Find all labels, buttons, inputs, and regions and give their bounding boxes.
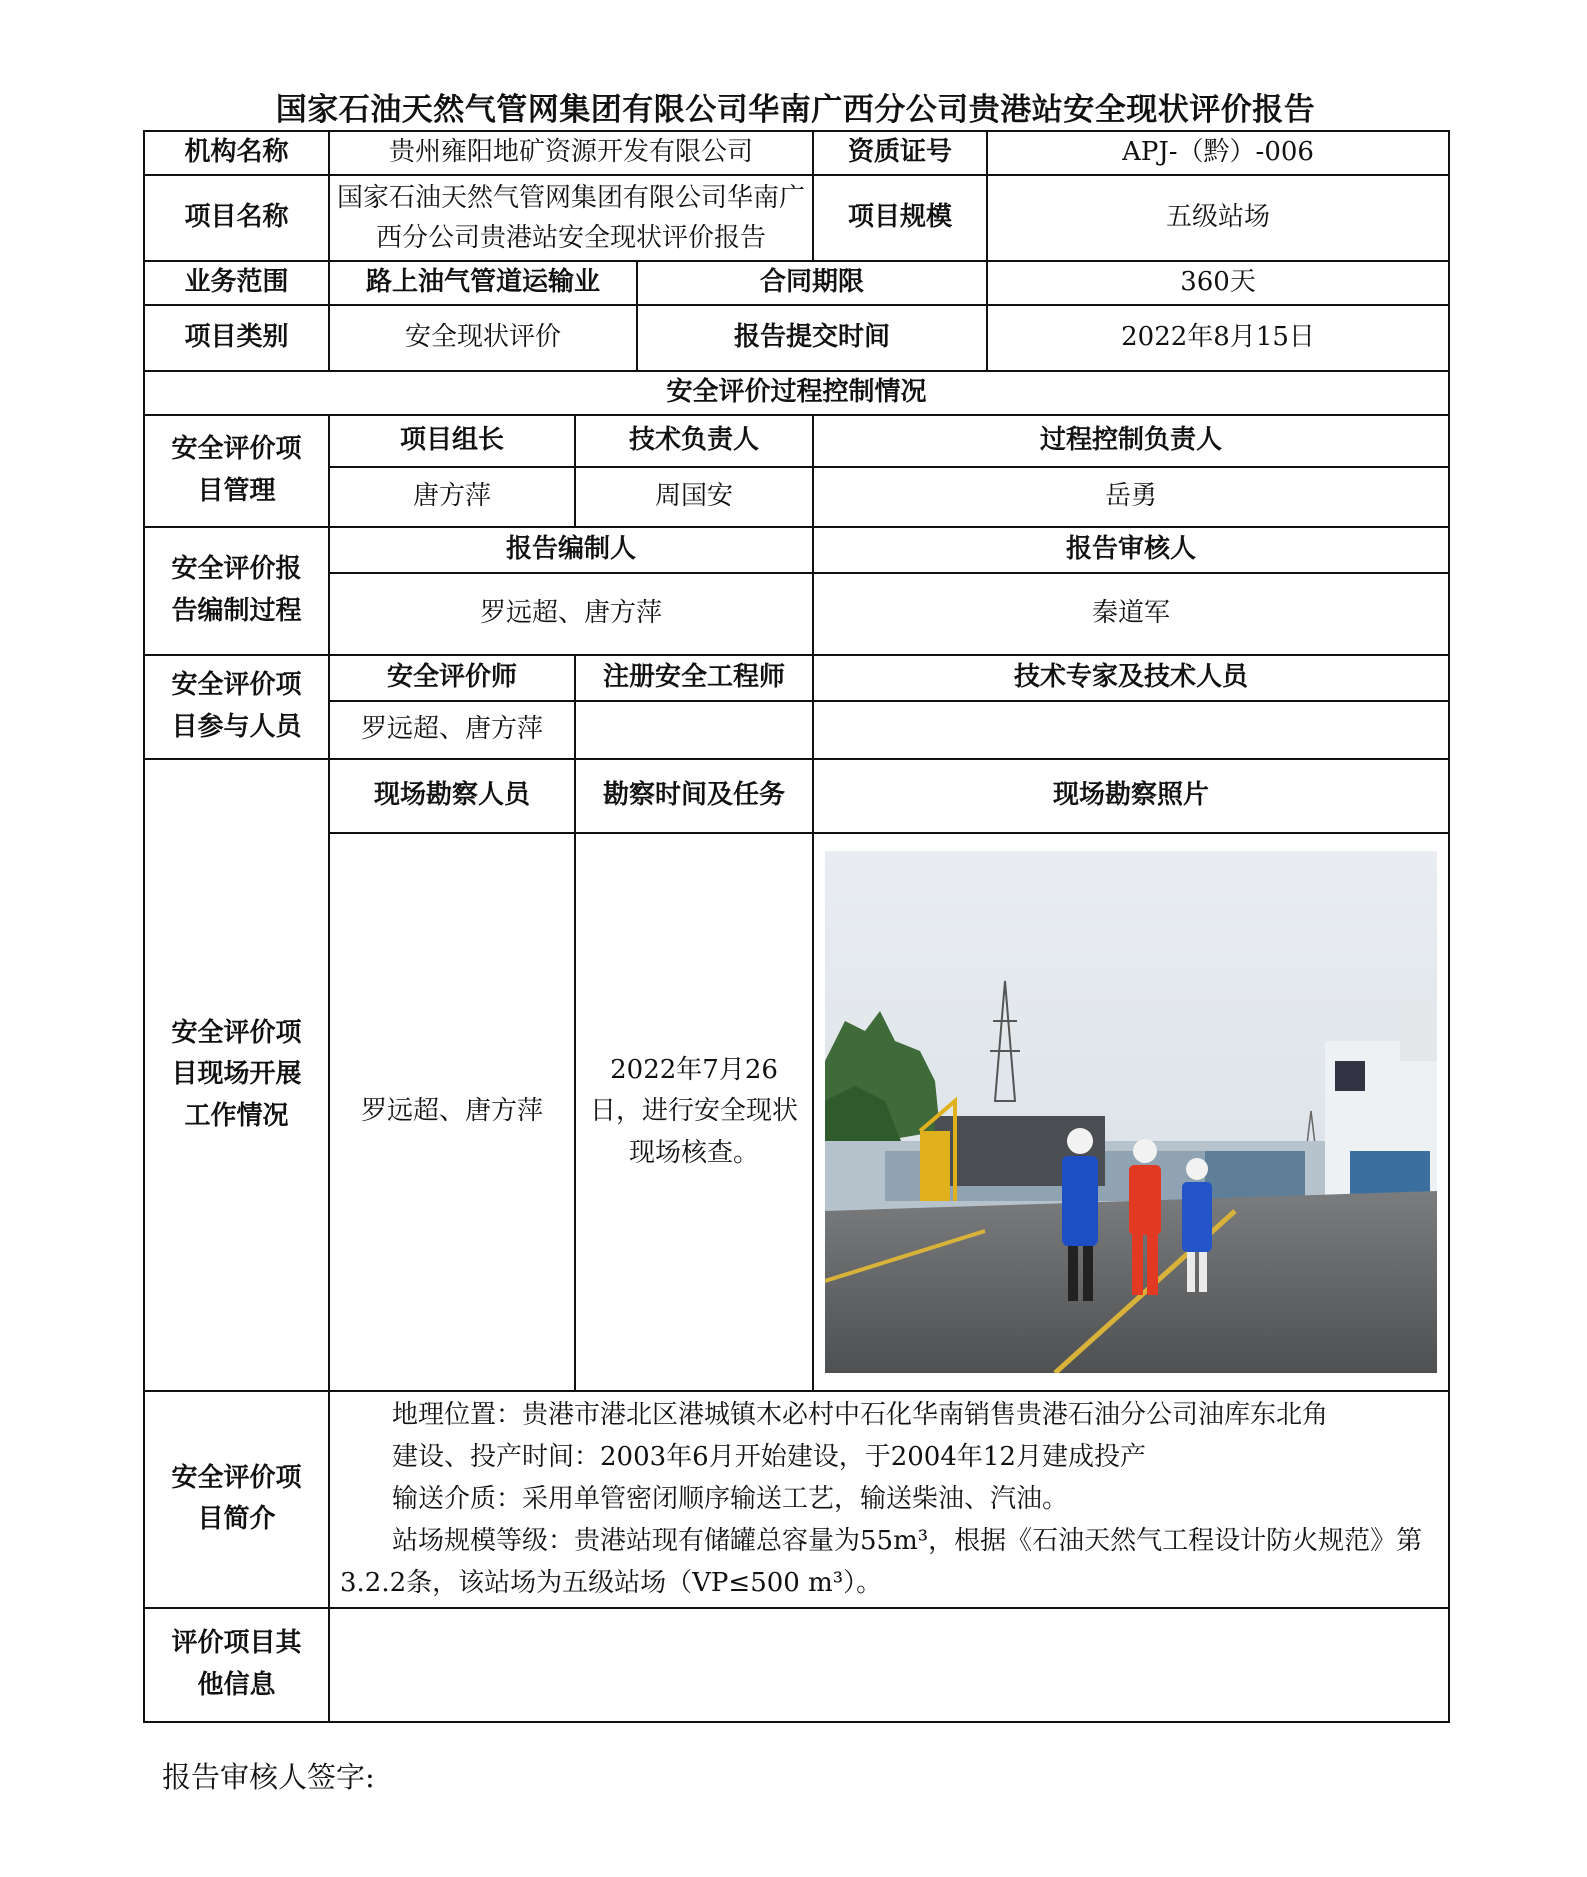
compile-label: 安全评价报告编制过程 bbox=[144, 527, 329, 655]
other-value bbox=[329, 1608, 1449, 1722]
row-project bbox=[144, 175, 1449, 261]
management-head-leader: 项目组长 bbox=[329, 415, 575, 467]
report-table bbox=[143, 130, 1450, 1723]
submit-time-value: 2022年8月15日 bbox=[987, 305, 1449, 371]
management-head-control: 过程控制负责人 bbox=[813, 415, 1449, 467]
site-head-time: 勘察时间及任务 bbox=[575, 759, 813, 833]
org-value: 贵州雍阳地矿资源开发有限公司 bbox=[329, 131, 813, 175]
row-site-head bbox=[144, 759, 1449, 833]
participants-engineer bbox=[575, 701, 813, 759]
participants-head-engineer: 注册安全工程师 bbox=[575, 655, 813, 701]
site-time-task: 2022年7月26日，进行安全现状现场核查。 bbox=[575, 833, 813, 1391]
contract-period-label: 合同期限 bbox=[637, 261, 987, 305]
row-org bbox=[144, 131, 1449, 175]
signature-label: 报告审核人签字: bbox=[162, 1760, 375, 1794]
intro-line-location: 地理位置：贵港市港北区港城镇木必村中石化华南销售贵港石油分公司油库东北角 bbox=[392, 1400, 1329, 1430]
row-site-values bbox=[144, 833, 1449, 1391]
project-name-value: 国家石油天然气管网集团有限公司华南广西分公司贵港站安全现状评价报告 bbox=[329, 175, 813, 261]
cert-value: APJ-（黔）-006 bbox=[987, 131, 1449, 175]
site-survey-photo bbox=[825, 851, 1437, 1373]
compile-reviewer: 秦道军 bbox=[813, 573, 1449, 655]
contract-period-value: 360天 bbox=[987, 261, 1449, 305]
row-management-values bbox=[144, 467, 1449, 527]
org-label: 机构名称 bbox=[144, 131, 329, 175]
row-participants-head bbox=[144, 655, 1449, 701]
management-leader: 唐方萍 bbox=[329, 467, 575, 527]
management-control: 岳勇 bbox=[813, 467, 1449, 527]
management-label: 安全评价项目管理 bbox=[144, 415, 329, 527]
business-scope-label: 业务范围 bbox=[144, 261, 329, 305]
row-compile-head bbox=[144, 527, 1449, 573]
intro-label: 安全评价项目简介 bbox=[144, 1391, 329, 1608]
intro-line-scale: 站场规模等级：贵港站现有储罐总容量为55m³，根据《石油天然气工程设计防火规范》第3.2.2条，该站场为五级站场（VP≤500 m³）。 bbox=[340, 1526, 1423, 1599]
cert-label: 资质证号 bbox=[813, 131, 987, 175]
project-scale-value: 五级站场 bbox=[987, 175, 1449, 261]
row-participants-values bbox=[144, 701, 1449, 759]
site-photo-cell bbox=[813, 833, 1449, 1391]
project-name-label: 项目名称 bbox=[144, 175, 329, 261]
row-compile-values bbox=[144, 573, 1449, 655]
management-tech: 周国安 bbox=[575, 467, 813, 527]
site-head-surveyors: 现场勘察人员 bbox=[329, 759, 575, 833]
process-header: 安全评价过程控制情况 bbox=[144, 371, 1449, 415]
row-type bbox=[144, 305, 1449, 371]
site-head-photo: 现场勘察照片 bbox=[813, 759, 1449, 833]
business-scope-value: 路上油气管道运输业 bbox=[329, 261, 637, 305]
row-other bbox=[144, 1608, 1449, 1722]
participants-label: 安全评价项目参与人员 bbox=[144, 655, 329, 759]
management-head-tech: 技术负责人 bbox=[575, 415, 813, 467]
participants-head-evaluator: 安全评价师 bbox=[329, 655, 575, 701]
participants-evaluator: 罗远超、唐方萍 bbox=[329, 701, 575, 759]
compile-head-reviewer: 报告审核人 bbox=[813, 527, 1449, 573]
other-label: 评价项目其他信息 bbox=[144, 1608, 329, 1722]
participants-head-experts: 技术专家及技术人员 bbox=[813, 655, 1449, 701]
row-management-head bbox=[144, 415, 1449, 467]
report-title: 国家石油天然气管网集团有限公司华南广西分公司贵港站安全现状评价报告 bbox=[275, 92, 1316, 128]
project-type-label: 项目类别 bbox=[144, 305, 329, 371]
compile-head-author: 报告编制人 bbox=[329, 527, 813, 573]
site-work-label: 安全评价项目现场开展工作情况 bbox=[144, 759, 329, 1391]
site-surveyors: 罗远超、唐方萍 bbox=[329, 833, 575, 1391]
project-type-value: 安全现状评价 bbox=[329, 305, 637, 371]
intro-line-construction: 建设、投产时间：2003年6月开始建设，于2004年12月建成投产 bbox=[392, 1442, 1146, 1473]
intro-content bbox=[329, 1391, 1449, 1608]
row-business bbox=[144, 261, 1449, 305]
row-process-header bbox=[144, 371, 1449, 415]
compile-author: 罗远超、唐方萍 bbox=[329, 573, 813, 655]
participants-experts bbox=[813, 701, 1449, 759]
row-intro bbox=[144, 1391, 1449, 1608]
project-scale-label: 项目规模 bbox=[813, 175, 987, 261]
submit-time-label: 报告提交时间 bbox=[637, 305, 987, 371]
intro-line-medium: 输送介质：采用单管密闭顺序输送工艺，输送柴油、汽油。 bbox=[392, 1484, 1069, 1515]
